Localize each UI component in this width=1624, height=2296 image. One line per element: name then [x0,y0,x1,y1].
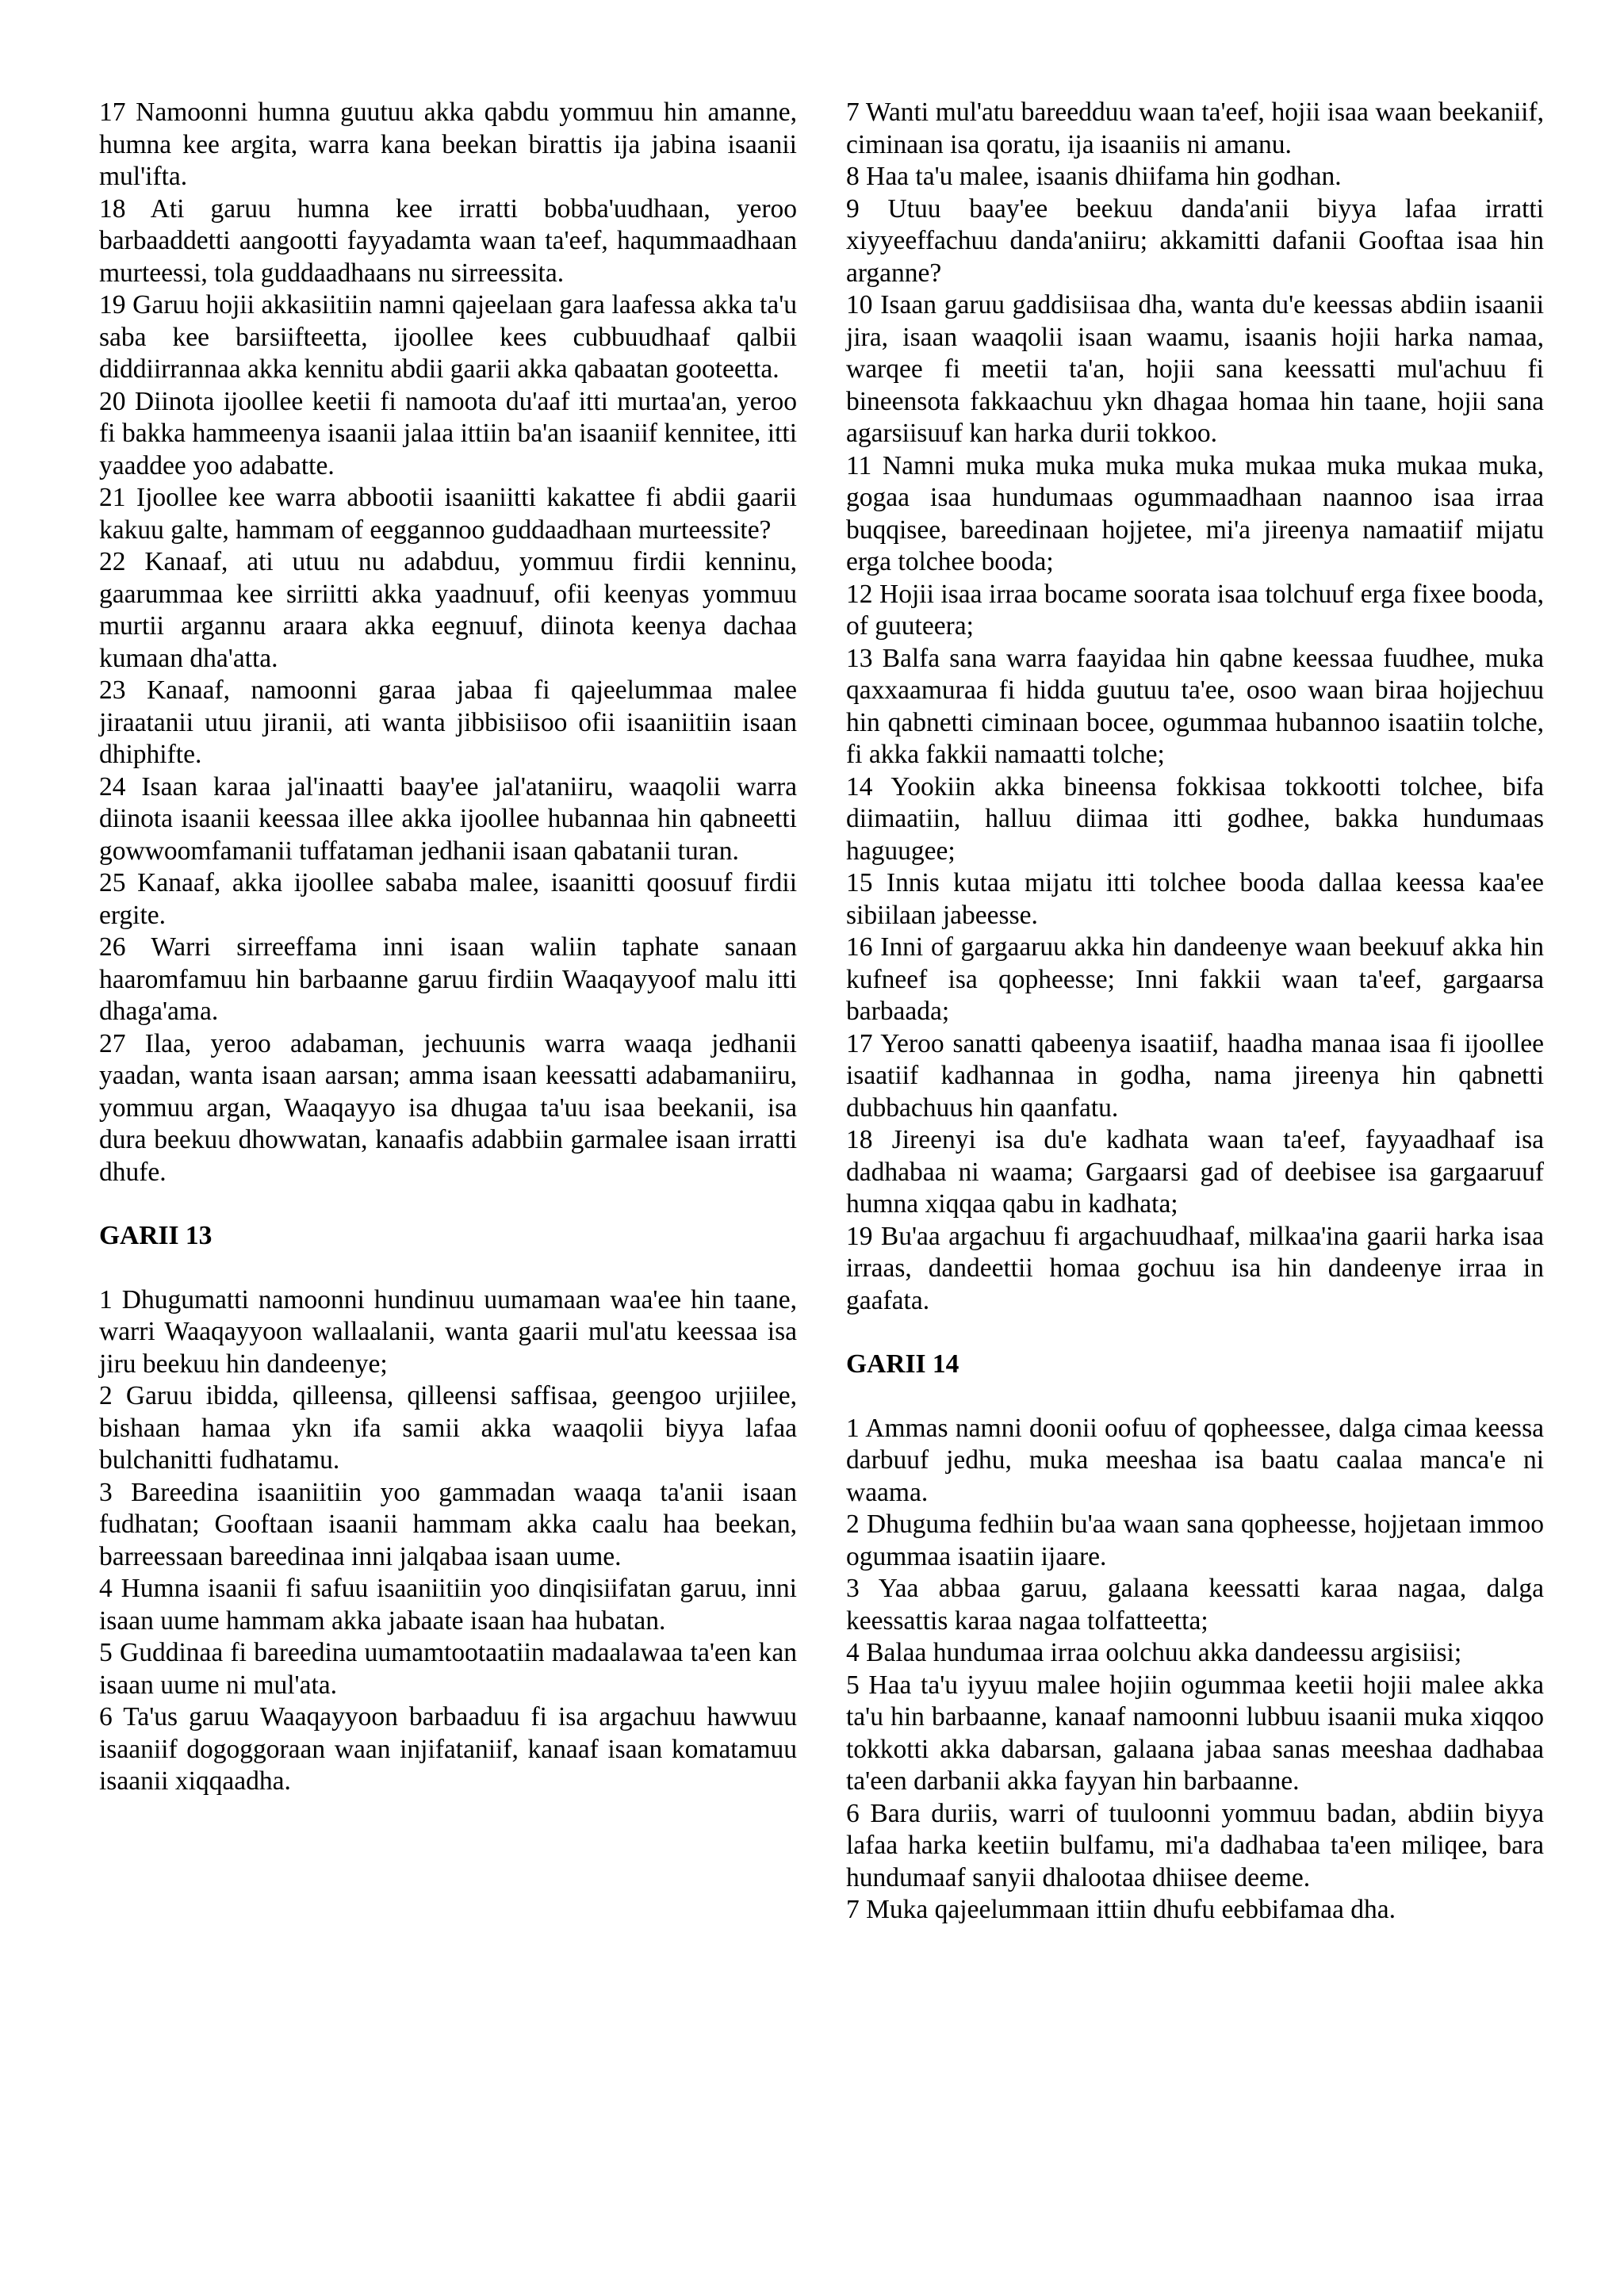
verse: 25 Kanaaf, akka ijoollee sababa malee, isaanitti qoosuuf firdii ergite. [99,868,797,930]
verse: 4 Humna isaanii fi safuu isaaniitiin yoo dinqisiifatan garuu, inni isaan uume hammam akka jabaate isaan haa hubatan. [99,1574,797,1636]
verse: 24 Isaan karaa jal'inaatti baay'ee jal'ataniiru, waaqolii warra diinota isaanii keessaa illee akka ijoollee hubannaa hin qabneetti gowwoomfamanii tuffataman jedhanii isaan qabatanii turan. [99,771,797,866]
verse: 20 Diinota ijoollee keetii fi namoota du'aaf itti murtaa'an, yeroo fi bakka hammeenya isaanii jalaa ittiin ba'an isaaniif kennitee, itti yaaddee yoo adabatte. [99,386,797,480]
verse: 1 Ammas namni doonii oofuu of qopheessee, dalga cimaa keessa darbuuf jedhu, muka meeshaa isa baatu caalaa manca'e ni waama. [846,1413,1544,1507]
chapter-heading: GARII 13 [99,1221,213,1250]
verse: 27 Ilaa, yeroo adabaman, jechuunis warra waaqa jedhanii yaadan, wanta isaan aarsan; amma isaan keessatti adabamaniiru, yommuu argan, Waaqayyo isa dhugaa ta'uu isaa beekanii, isa dura beekuu dhowwatan, kanaafis adabbiin garmalee isaan irratti dhufe. [99,1028,797,1187]
verse: 1 Dhugumatti namoonni hundinuu uumamaan waa'ee hin taane, warri Waaqayyoon wallaalanii, wanta gaarii mul'atu keessaa isa jiru beekuu hin dandeenye; [99,1284,797,1379]
verse: 5 Guddinaa fi bareedina uumamtootaatiin madaalawaa ta'een kan isaan uume ni mul'ata. [99,1638,797,1700]
verse: 18 Ati garuu humna kee irratti bobba'uudhaan, yeroo barbaaddetti aangootti fayyadamta waan ta'eef, haqummaadhaan murteessi, tola guddaadhaans nu sirreessita. [99,193,797,288]
verse: 19 Bu'aa argachuu fi argachuudhaaf, milkaa'ina gaarii harka isaa irraas, dandeettii homaa gochuu isa hin dandeenye irraa in gaafata. [846,1221,1544,1315]
verse: 7 Muka qajeelummaan ittiin dhufu eebbifamaa dha. [846,1895,1396,1924]
verse: 9 Utuu baay'ee beekuu danda'anii biyya lafaa irratti xiyyeeffachuu danda'aniiru; akkamitti dafanii Gooftaa isaa hin arganne? [846,193,1544,288]
verse: 19 Garuu hojii akkasiitiin namni qajeelaan gara laafessa akka ta'u saba kee barsiifteetta, ijoollee kees cubbuudhaaf qalbii diddiirrannaa akka kennitu abdii gaarii akka qabaatan gooteetta. [99,290,797,384]
verse: 11 Namni muka muka muka muka mukaa muka mukaa muka, gogaa isaa hundumaas ogummaadhaan naannoo isaa irraa buqqisee, bareedinaan hojjetee, mi'a jireenya namaatiif mijatu erga tolchee booda; [846,450,1544,576]
verse: 3 Bareedina isaaniitiin yoo gammadan waaqa ta'anii isaan fudhatan; Gooftaan isaanii hammam akka caalu haa beekan, barreessaan bareedinaa inni jalqabaa isaan uume. [99,1477,797,1571]
verse: 15 Innis kutaa mijatu itti tolchee booda dallaa keessa kaa'ee sibiilaan jabeesse. [846,868,1544,930]
verse: 21 Ijoollee kee warra abbootii isaaniitti kakattee fi abdii gaarii kakuu galte, hammam of eeggannoo guddaadhaan murteessite? [99,483,797,545]
verse: 26 Warri sirreeffama inni isaan waliin taphate sanaan haaromfamuu hin barbaanne garuu firdiin Waaqayyoof malu itti dhaga'ama. [99,932,797,1026]
verse: 12 Hojii isaa irraa bocame soorata isaa tolchuuf erga fixee booda, of guuteera; [846,579,1544,641]
verse: 7 Wanti mul'atu bareedduu waan ta'eef, hojii isaa waan beekaniif, ciminaan isa qoratu, ija isaaniis ni amanu. [846,98,1544,159]
verse: 6 Ta'us garuu Waaqayyoon barbaaduu fi isa argachuu hawwuu isaaniif dogoggoraan waan injifataniif, kanaaf isaan komatamuu isaanii xiqqaadha. [99,1702,797,1796]
chapter-heading: GARII 14 [846,1349,959,1379]
verse: 4 Balaa hundumaa irraa oolchuu akka dandeessu argisiisi; [846,1638,1462,1667]
verse: 16 Inni of gargaaruu akka hin dandeenye waan beekuuf akka hin kufneef isa qopheesse; Inni fakkii waan ta'eef, gargaarsa barbaada; [846,932,1544,1026]
verse: 3 Yaa abbaa garuu, galaana keessatti karaa nagaa, dalga keessattis karaa nagaa tolfatteetta; [846,1574,1544,1636]
verse: 2 Garuu ibidda, qilleensa, qilleensi saffisaa, geengoo urjiilee, bishaan hamaa ykn ifa samii akka waaqolii biyya lafaa bulchanitti fudhatamu. [99,1381,797,1475]
verse: 6 Bara duriis, warri of tuuloonni yommuu badan, abdiin biyya lafaa harka keetiin bulfamu, mi'a dadhabaa ta'een miliqee, bara hundumaaf sanyii dhalootaa dhiisee deeme. [846,1798,1544,1892]
right-column [846,97,1544,1927]
verse: 2 Dhuguma fedhiin bu'aa waan sana qopheesse, hojjetaan immoo ogummaa isaatiin ijaare. [846,1510,1544,1571]
verse: 17 Yeroo sanatti qabeenya isaatiif, haadha manaa isaa fi ijoollee isaatiif kadhannaa in godha, nama jireenya hin qabnetti dubbachuus hin qaanfatu. [846,1028,1544,1123]
verse: 5 Haa ta'u iyyuu malee hojiin ogummaa keetii hojii malee akka ta'u hin barbaanne, kanaaf namoonni lubbuu isaanii muka xiqqoo tokkotti akka dabarsan, galaana jabaa sanas meeshaa dadhabaa ta'een darbanii akka fayyan hin barbaanne. [846,1670,1544,1796]
verse: 10 Isaan garuu gaddisiisaa dha, wanta du'e keessas abdiin isaanii jira, isaan waaqolii isaan waamu, isaanis hojii harka namaa, warqee fi meetii ta'an, hojii sana keessatti mul'achuu fi bineensota fakkaachuu ykn dhagaa homaa hin taane, hojii sana agarsiisuuf kan harka durii tokkoo. [846,290,1544,448]
verse: 17 Namoonni humna guutuu akka qabdu yommuu hin amanne, humna kee argita, warra kana beekan birattis ija jabina isaanii mul'ifta. [99,98,797,191]
left-column [99,97,797,1798]
verse: 23 Kanaaf, namoonni garaa jabaa fi qajeelummaa malee jiraatanii utuu jiranii, ati wanta jibbisiisoo ofii isaaniitiin isaan dhiphifte. [99,675,797,769]
verse: 13 Balfa sana warra faayidaa hin qabne keessaa fuudhee, muka qaxxaamuraa fi hidda guutuu ta'ee, osoo waan biraa hojjechuu hin qabnetti ciminaan bocee, ogummaa hubannoo isaatiin tolche, fi akka fakkii namaatti tolche; [846,643,1544,769]
verse: 14 Yookiin akka bineensa fokkisaa tokkootti tolchee, bifa diimaatiin, halluu diimaa itti godhee, bakka hundumaas haguugee; [846,771,1544,866]
verse: 18 Jireenyi isa du'e kadhata waan ta'eef, fayyaadhaaf isa dadhabaa ni waama; Gargaarsi gad of deebisee isa gargaaruuf humna xiqqaa qabu in kadhata; [846,1125,1544,1219]
verse: 8 Haa ta'u malee, isaanis dhiifama hin godhan. [846,162,1342,191]
verse: 22 Kanaaf, ati utuu nu adabduu, yommuu firdii kenninu, gaarummaa kee sirriitti akka yaadnuuf, ofii keenyas yommuu murtii argannu araara akka eegnuuf, diinota keenya dachaa kumaan dha'atta. [99,547,797,673]
